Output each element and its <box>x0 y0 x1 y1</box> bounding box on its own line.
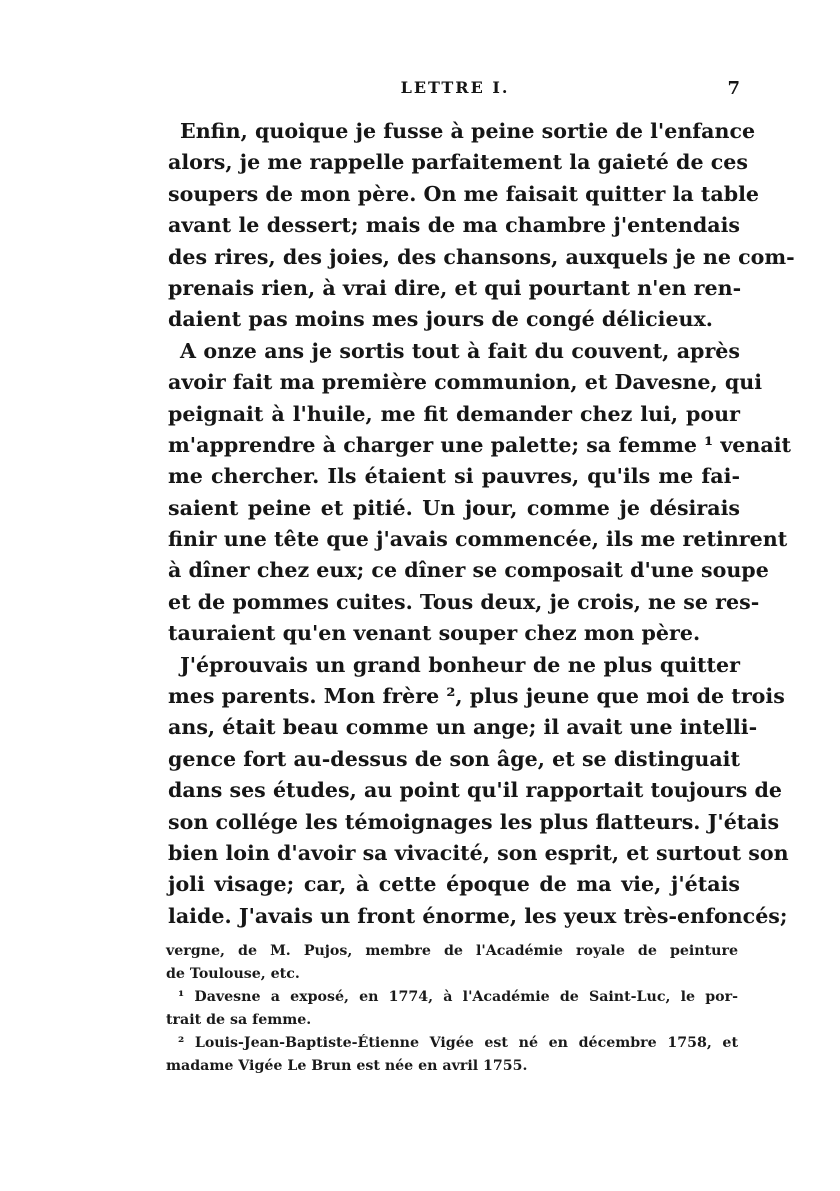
text-line: son collége les témoignages les plus flatteurs. J'étais <box>168 809 780 834</box>
text-line: mes parents. Mon frère ², plus jeune que moi de trois <box>168 684 785 709</box>
text-line: laide. J'avais un front énorme, les yeux très-enfoncés; <box>168 903 788 928</box>
text-line: et de pommes cuites. Tous deux, je crois, ne se res- <box>168 589 760 614</box>
text-line: à dîner chez eux; ce dîner se composait d'une soupe <box>168 558 769 583</box>
text-line: saient peine et pitié. Un jour, comme je désirais <box>168 495 740 520</box>
text-line: tauraient qu'en venant souper chez mon père. <box>168 621 701 646</box>
footnote-line: ¹ Davesne a exposé, en 1774, à l'Académie de Saint-Luc, le por- <box>178 989 738 1005</box>
text-line: me chercher. Ils étaient si pauvres, qu'ils me fai- <box>168 464 740 489</box>
footnote-line: ² Louis-Jean-Baptiste-Étienne Vigée est né en décembre 1758, et <box>178 1035 738 1051</box>
running-title: LETTRE I. <box>400 78 510 97</box>
text-line: m'apprendre à charger une palette; sa femme ¹ venait <box>168 432 792 457</box>
text-line: dans ses études, au point qu'il rapportait toujours de <box>168 778 782 803</box>
text-line: ans, était beau comme un ange; il avait une intelli- <box>168 715 758 740</box>
footnote-line: de Toulouse, etc. <box>166 966 300 982</box>
page-number: 7 <box>727 78 740 99</box>
text-line: Enfin, quoique je fusse à peine sortie de l'enfance <box>180 119 756 143</box>
footnote-line: madame Vigée Le Brun est née en avril 1755. <box>166 1058 528 1074</box>
text-line: J'éprouvais un grand bonheur de ne plus quitter <box>180 652 740 677</box>
text-line: prenais rien, à vrai dire, et qui pourtant n'en ren- <box>168 275 742 300</box>
text-line: joli visage; car, à cette époque de ma vie, j'étais <box>168 872 740 897</box>
text-line: bien loin d'avoir sa vivacité, son esprit, et surtout son <box>168 840 789 865</box>
running-head <box>160 78 750 104</box>
text-line: avant le dessert; mais de ma chambre j'entendais <box>168 213 740 238</box>
text-line: des rires, des joies, des chansons, auxquels je ne com- <box>168 244 795 269</box>
text-line: soupers de mon père. On me faisait quitter la table <box>168 181 760 206</box>
footnote-line: trait de sa femme. <box>166 1012 312 1028</box>
footnote-line: vergne, de M. Pujos, membre de l'Académie royale de peinture <box>166 943 738 959</box>
footnotes <box>166 940 738 1078</box>
main-text <box>168 116 795 932</box>
text-line: avoir fait ma première communion, et Davesne, qui <box>168 370 763 395</box>
text-line: A onze ans je sortis tout à fait du couvent, après <box>180 338 740 363</box>
text-line: finir une tête que j'avais commencée, ils me retinrent <box>168 527 788 552</box>
text-line: gence fort au-dessus de son âge, et se distinguait <box>168 746 740 771</box>
text-line: alors, je me rappelle parfaitement la gaieté de ces <box>168 150 748 175</box>
text-line: peignait à l'huile, me fit demander chez lui, pour <box>168 401 740 426</box>
text-line: daient pas moins mes jours de congé délicieux. <box>168 307 713 332</box>
